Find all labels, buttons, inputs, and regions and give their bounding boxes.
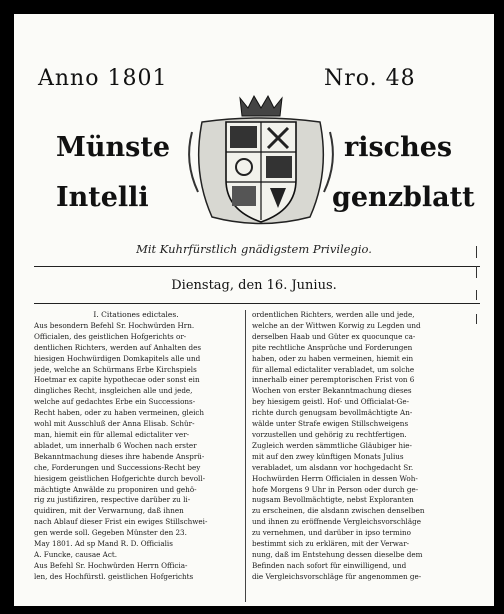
text-line: Aus Befehl Sr. Hochwürden Herrn Officia- (34, 560, 188, 570)
text-line: gen werde soll. Gegeben Münster den 23. (34, 528, 187, 538)
margin-mark (476, 246, 477, 258)
text-line: ordentlichen Richters, werden alle und jede, (252, 310, 415, 319)
text-line: zu vernehmen, und darüber in ipso termino (252, 528, 411, 538)
newspaper-page (14, 14, 494, 606)
text-line: Hochwürden Herrn Officialen in dessen Woh- (252, 473, 418, 483)
masthead-part-4: genzblatt (332, 182, 475, 213)
text-line: verabladet, um alsdann vor hochgedacht Sr. (252, 462, 414, 472)
text-line: May 1801. Ad sp Mand R. D. Officialis (34, 539, 173, 549)
section-heading: I. Citationes edictales. (93, 310, 179, 319)
text-line: Recht haben, oder zu haben vermeinen, gleich (34, 408, 205, 418)
text-line: und ihnen zu eröffnende Vergleichsvorschläge (252, 517, 421, 527)
text-line: A. Funcke, causae Act. (34, 549, 118, 559)
text-line: nung, daß im Entstehung dessen dieselbe dem (252, 549, 423, 559)
issue-number: Nro. 48 (324, 66, 416, 91)
text-line: hiesigem geistlichen Hofgerichte durch bevoll- (34, 473, 206, 483)
text-line: hiesigen Hochwürdigen Domkapitels alle und (34, 353, 201, 363)
text-line: innerhalb einer peremptorischen Frist von 6 (252, 375, 415, 385)
margin-mark (476, 266, 477, 278)
text-line: derselben Haab und Güter ex quocunque ca- (252, 331, 416, 341)
margin-mark (476, 290, 477, 300)
text-line: Hoetmar ex capite hypothecae oder sonst ein (34, 375, 200, 385)
issue-year: Anno 1801 (38, 66, 168, 91)
text-line: dentlichen Richters, werden auf Anhalten des (34, 342, 202, 352)
text-line: jede, welche an Schürmans Erbe Kirchspiels (34, 364, 197, 374)
text-line: che, Forderungen und Successions-Recht bey (34, 462, 201, 472)
text-line: richte durch genugsam bevollmächtigte An- (252, 408, 413, 418)
text-line: die Vergleichsvorschläge für angenommen ge- (252, 571, 422, 581)
text-line: abladet, um innerhalb 6 Wochen nach erster (34, 440, 197, 450)
text-line: haben, oder zu haben vermeinen, hiemit ein (252, 353, 414, 363)
right-column (252, 310, 480, 583)
text-line: nach Ablauf dieser Frist ein ewiges Stillschwei- (34, 517, 208, 527)
text-line: Bekanntmachung dieses ihre habende Ansprü- (34, 451, 205, 461)
left-column (34, 310, 238, 583)
text-line: rig zu justifiziren, respective darüber zu li- (34, 495, 191, 505)
text-line: Aus besondern Befehl Sr. Hochwürden Hrn. (34, 320, 195, 330)
text-line: bey hiesigem geistl. Hof- und Officialat-Ge- (252, 397, 410, 407)
text-line: hofe Morgens 9 Uhr in Person oder durch ge- (252, 484, 419, 494)
text-line: Befinden nach sofort für einwilligend, und (252, 560, 407, 570)
text-line: vorzustellen und gehörig zu rechtfertigen. (252, 429, 407, 439)
divider-bottom (34, 303, 480, 304)
column-divider (245, 310, 246, 602)
privilege-subtitle: Mit Kuhrfürstlich gnädigstem Privilegio. (136, 242, 372, 256)
masthead-part-3: Intelli (56, 182, 149, 213)
text-line: welche an der Wittwen Korwig zu Legden und (252, 320, 421, 330)
text-line: nugsam Bevollmächtigte, nebst Exploranten (252, 495, 414, 505)
text-line: wälde unter Strafe ewigen Stillschweigens (252, 419, 409, 429)
text-line: welche auf gedachtes Erbe ein Successions- (34, 397, 196, 407)
text-line: zu erscheinen, die alsdann zwischen denselben (252, 506, 425, 516)
masthead-part-1: Münste (56, 132, 170, 163)
text-line: len, des Hochfürstl. geistlichen Hofgerichts (34, 571, 194, 581)
text-line: bestimmt sich zu erklären, mit der Verwar- (252, 539, 410, 549)
text-line: dingliches Recht, insgleichen alle und jede, (34, 386, 193, 396)
text-line: Zugleich werden sämmtliche Gläubiger hie- (252, 440, 412, 450)
text-line: wohl mit Ausschluß der Anna Elisab. Schür- (34, 419, 195, 429)
text-line: Officialen, des geistlichen Hofgerichts or- (34, 331, 187, 341)
text-line: quidiren, mit der Verwarnung, daß ihnen (34, 506, 184, 516)
text-line: mit auf den zwey künftigen Monats Julius (252, 451, 404, 461)
text-line: für allemal edictaliter verabladet, um solche (252, 364, 415, 374)
issue-date: Dienstag, den 16. Junius. (171, 278, 337, 293)
divider-top (34, 266, 480, 267)
text-line: pite rechtliche Ansprüche und Forderungen (252, 342, 413, 352)
text-line: Wochen von erster Bekanntmachung dieses (252, 386, 412, 396)
text-line: man, hiemit ein für allemal edictaliter ver- (34, 429, 190, 439)
masthead-part-2: risches (344, 132, 453, 163)
text-line: mächtigte Anwälde zu proponiren und gehö- (34, 484, 197, 494)
coat-of-arms-icon (182, 92, 340, 232)
